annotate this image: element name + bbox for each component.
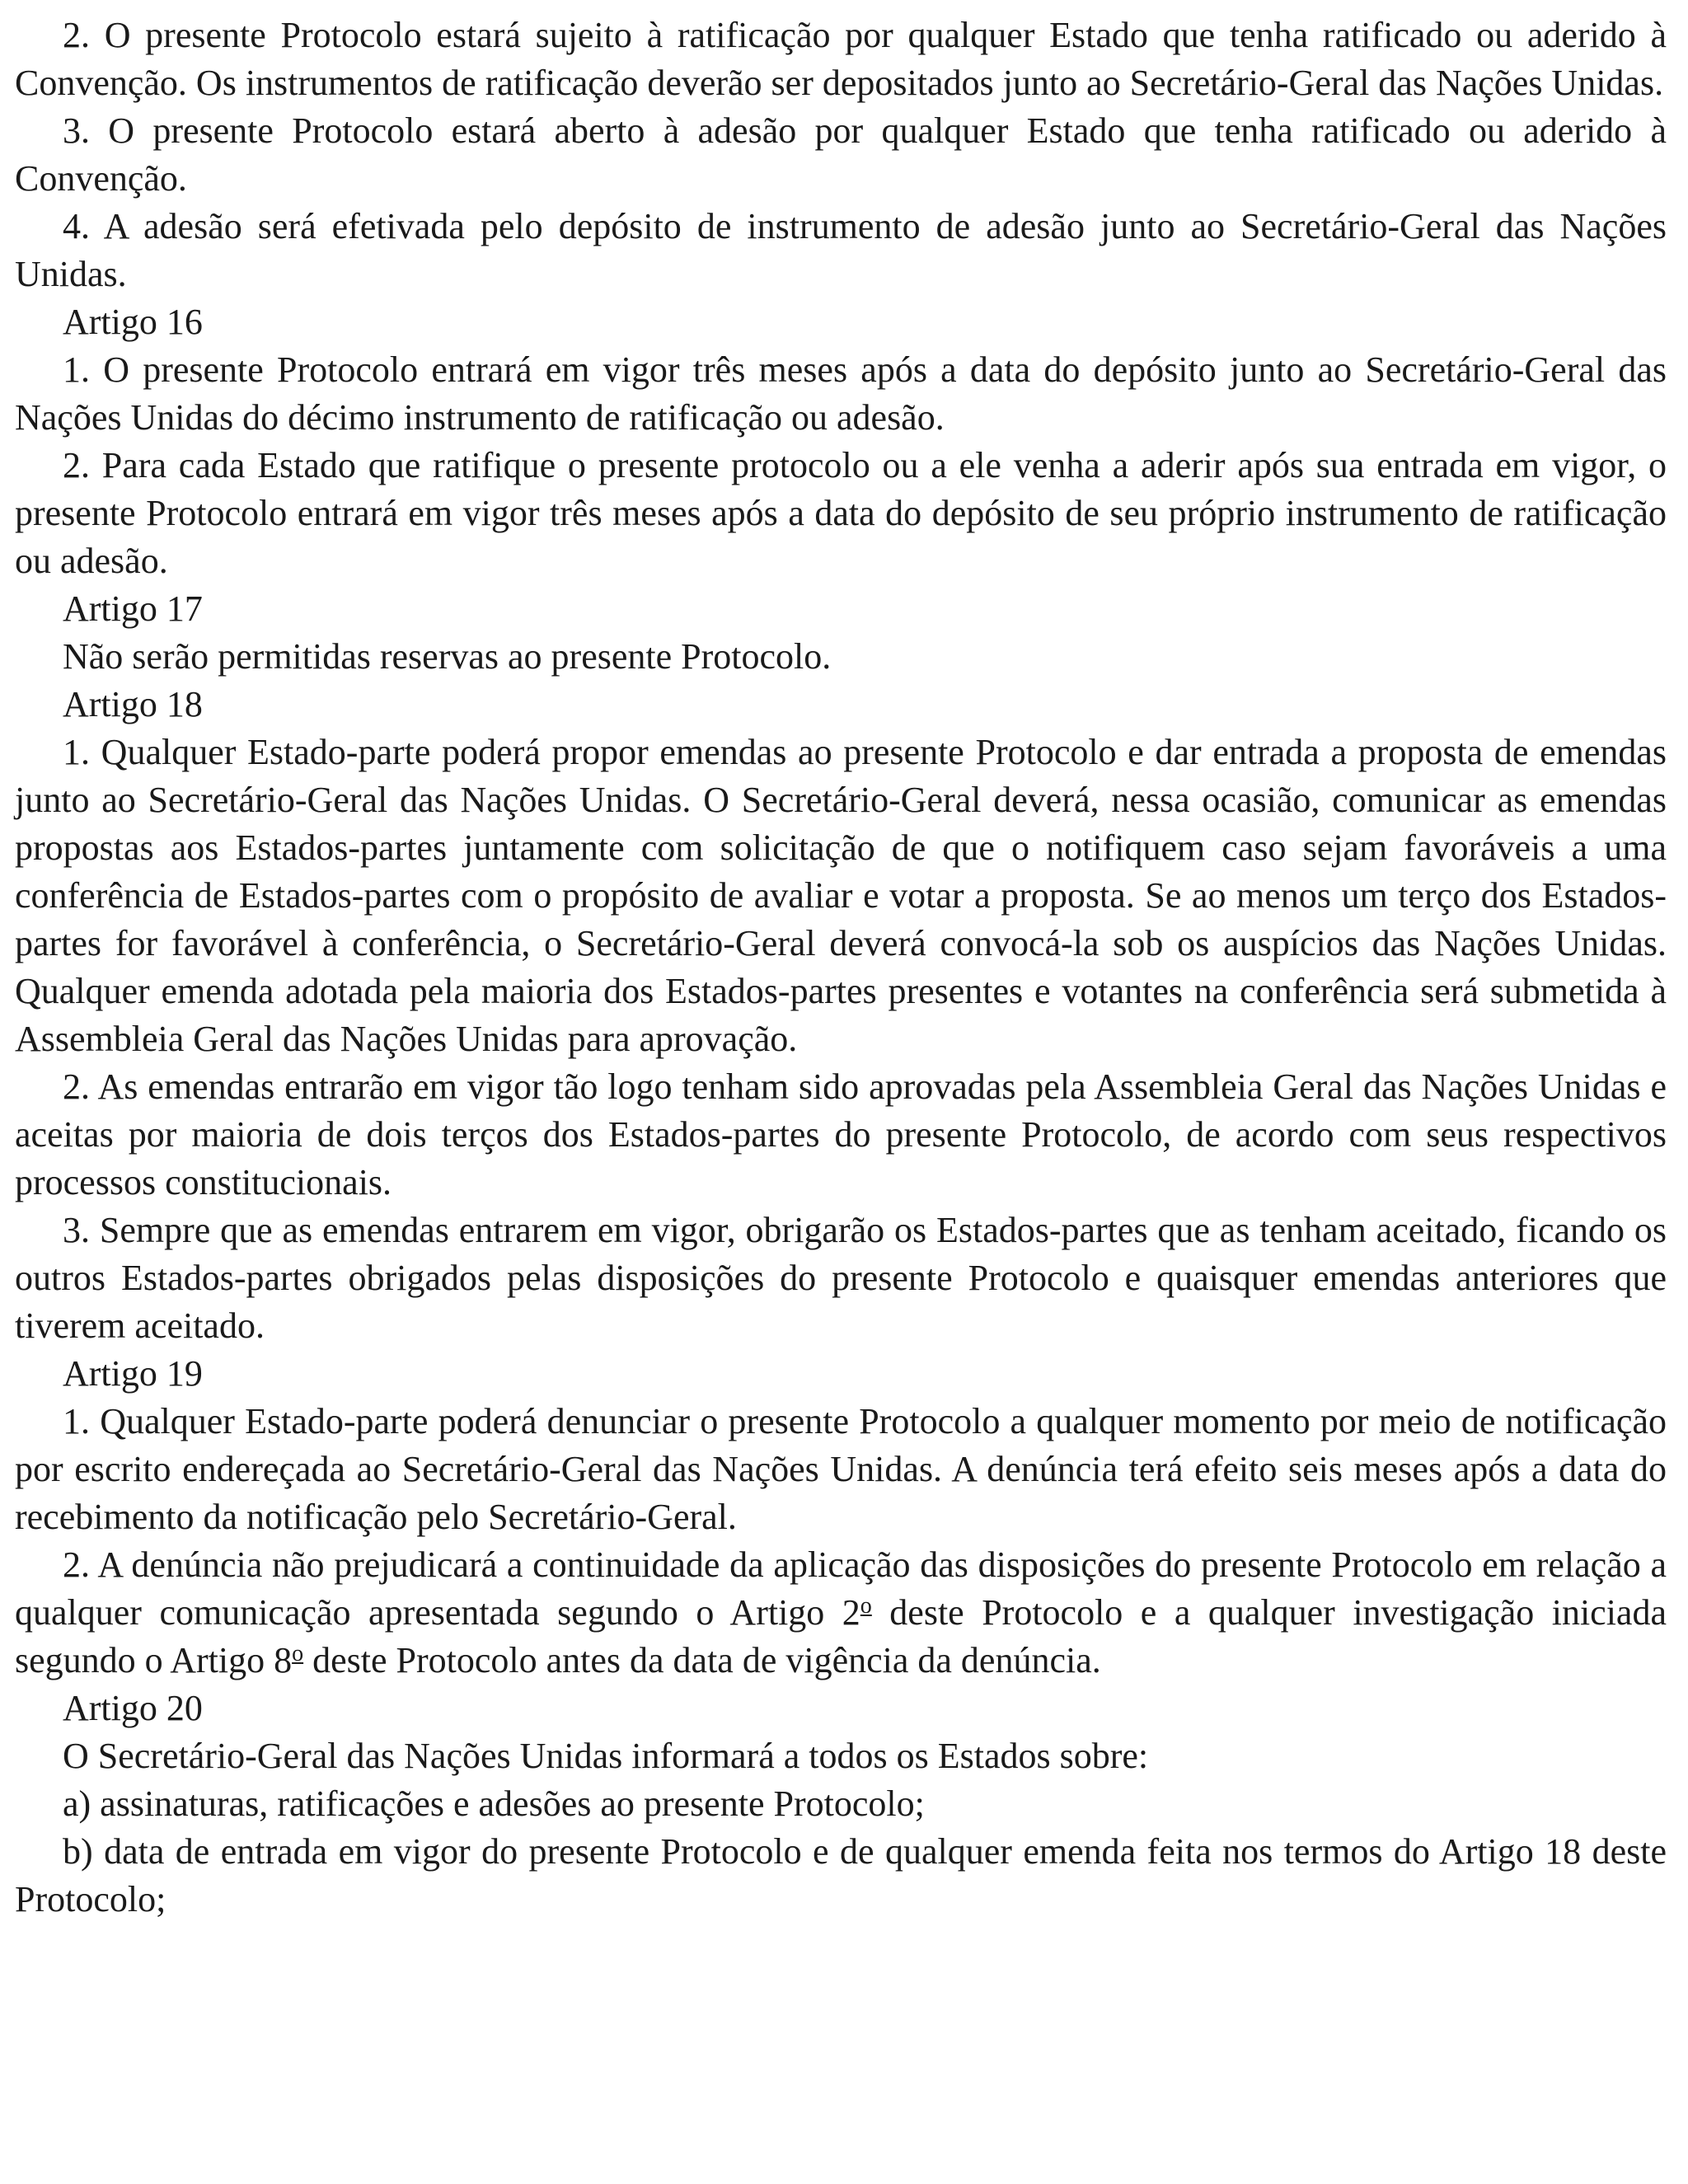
document-page: [15, 12, 1667, 1924]
text-run: deste Protocolo antes da data de vigência da denúncia.: [303, 1640, 1101, 1680]
paragraph: 1. O presente Protocolo entrará em vigor três meses após a data do depósito junto ao Secretário-Geral das Nações Unidas do décimo instrumento de ratificação ou adesão.: [15, 349, 1667, 438]
paragraph: Não serão permitidas reservas ao presente Protocolo.: [63, 636, 832, 677]
text-run: deste Protocolo e a qualquer investigação iniciada segundo o Artigo 8: [15, 1592, 1667, 1680]
paragraph: 4. A adesão será efetivada pelo depósito de instrumento de adesão junto ao Secretário-Geral das Nações Unidas.: [15, 206, 1667, 294]
paragraph: O Secretário-Geral das Nações Unidas informará a todos os Estados sobre:: [63, 1736, 1149, 1776]
ordinal-indicator: o: [860, 1593, 872, 1619]
list-item: a) assinaturas, ratificações e adesões ao presente Protocolo;: [63, 1783, 925, 1824]
paragraph: [15, 1541, 1667, 1685]
list-item: b) data de entrada em vigor do presente Protocolo e de qualquer emenda feita nos termos do Artigo 18 deste Protocolo;: [15, 1831, 1667, 1919]
paragraph: 2. Para cada Estado que ratifique o presente protocolo ou a ele venha a aderir após sua entrada em vigor, o presente Protocolo entrará em vigor três meses após a data do depósito de seu próprio instrumento de ratificação ou adesão.: [15, 445, 1667, 581]
paragraph: 1. Qualquer Estado-parte poderá propor emendas ao presente Protocolo e dar entrada a proposta de emendas junto ao Secretário-Geral das Nações Unidas. O Secretário-Geral deverá, nessa ocasião, comunicar as emendas propostas aos Estados-partes juntamente com solicitação de que o notifiquem caso sejam favoráveis a uma conferência de Estados-partes com o propósito de avaliar e votar a proposta. Se ao menos um terço dos Estados-partes for favorável à conferência, o Secretário-Geral deverá convocá-la sob os auspícios das Nações Unidas. Qualquer emenda adotada pela maioria dos Estados-partes presentes e votantes na conferência será submetida à Assembleia Geral das Nações Unidas para aprovação.: [15, 732, 1667, 1059]
paragraph: 2. As emendas entrarão em vigor tão logo tenham sido aprovadas pela Assembleia Geral das Nações Unidas e aceitas por maioria de dois terços dos Estados-partes do presente Protocolo, de acordo com seus respectivos processos constitucionais.: [15, 1066, 1667, 1202]
paragraph: 2. O presente Protocolo estará sujeito à ratificação por qualquer Estado que tenha ratificado ou aderido à Convenção. Os instrumentos de ratificação deverão ser depositados junto ao Secretário-Geral das Nações Unidas.: [15, 15, 1667, 103]
article-heading: Artigo 17: [63, 588, 203, 629]
article-heading: Artigo 19: [63, 1353, 203, 1394]
text-run: 2. A denúncia não prejudicará a continuidade da aplicação das disposições do presente Protocolo em relação a qualquer comunicação apresentada segundo o Artigo 2: [15, 1544, 1667, 1633]
paragraph: 1. Qualquer Estado-parte poderá denunciar o presente Protocolo a qualquer momento por meio de notificação por escrito endereçada ao Secretário-Geral das Nações Unidas. A denúncia terá efeito seis meses após a data do recebimento da notificação pelo Secretário-Geral.: [15, 1401, 1667, 1537]
article-heading: Artigo 16: [63, 302, 203, 342]
ordinal-indicator: o: [292, 1641, 304, 1666]
paragraph: 3. O presente Protocolo estará aberto à adesão por qualquer Estado que tenha ratificado ou aderido à Convenção.: [15, 110, 1667, 199]
article-heading: Artigo 18: [63, 684, 203, 724]
article-heading: Artigo 20: [63, 1688, 203, 1728]
paragraph: 3. Sempre que as emendas entrarem em vigor, obrigarão os Estados-partes que as tenham aceitado, ficando os outros Estados-partes obrigados pelas disposições do presente Protocolo e quaisquer emendas anteriores que tiverem aceitado.: [15, 1210, 1667, 1346]
